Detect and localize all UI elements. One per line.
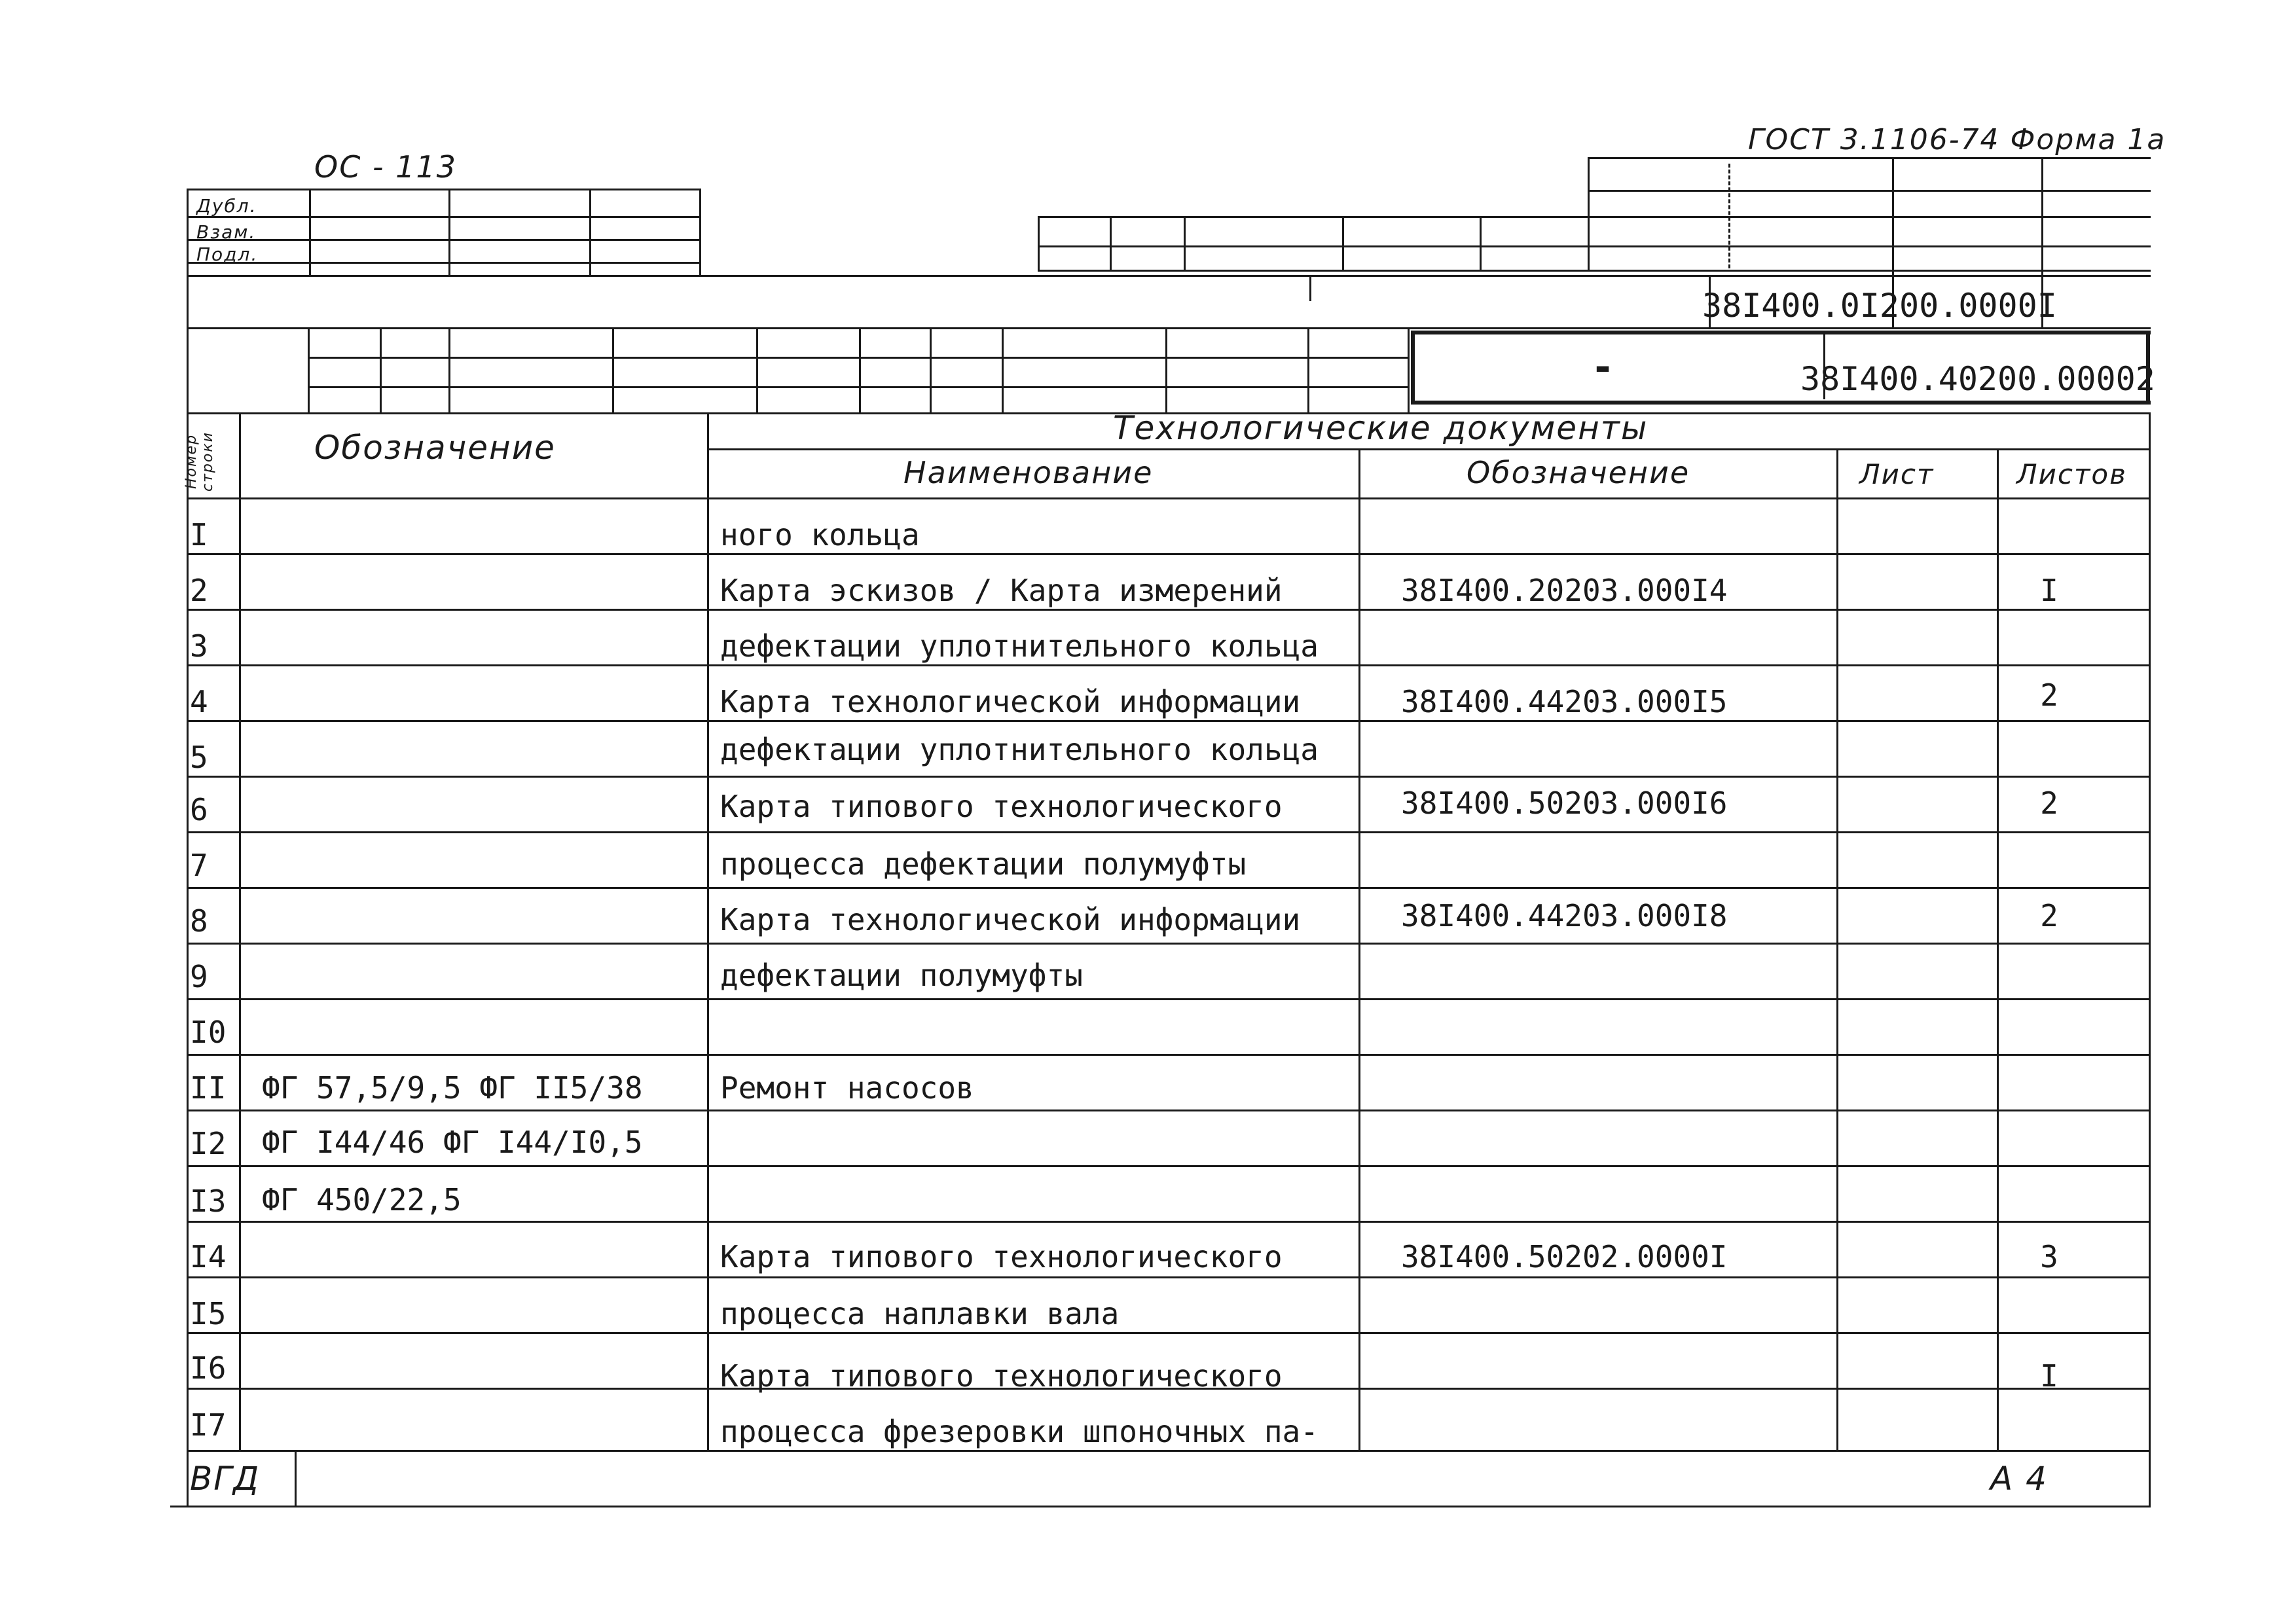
row-number: 3 xyxy=(190,628,208,664)
footer-format: А 4 xyxy=(1990,1460,2048,1498)
row-number: 8 xyxy=(190,903,208,939)
row-number: I xyxy=(190,517,208,552)
row-name: дефектации уплотнительного кольца xyxy=(720,628,1319,664)
row-name: Карта эскизов / Карта измерений xyxy=(720,573,1283,608)
row-number: I4 xyxy=(190,1239,227,1274)
form-reference: ГОСТ 3.1106-74 Форма 1а xyxy=(1748,123,2166,156)
row-name: Карта технологической информации xyxy=(720,902,1301,937)
row-doc-code: 38I400.44203.000I8 xyxy=(1401,898,1728,933)
row-doc-code: 38I400.50203.000I6 xyxy=(1401,785,1728,821)
row-number: 4 xyxy=(190,684,208,719)
document-code-primary: 38I400.0I200.0000I xyxy=(1702,287,2057,325)
code-separator-dash: - xyxy=(1591,344,1615,390)
stamp-vzam: Взам. xyxy=(196,221,257,243)
row-number: I3 xyxy=(190,1183,227,1219)
row-sheets: I xyxy=(2040,1358,2058,1394)
header-sheets: Листов xyxy=(2016,458,2127,490)
row-name: Карта технологической информации xyxy=(720,684,1301,719)
row-number: 7 xyxy=(190,848,208,883)
row-sheets: 2 xyxy=(2040,898,2058,933)
header-designation: Обозначение xyxy=(314,429,556,467)
row-name: процесса фрезеровки шпоночных па- xyxy=(720,1414,1319,1449)
row-number: I0 xyxy=(190,1015,227,1050)
row-number: II xyxy=(190,1070,227,1106)
row-designation: ФГ I44/46 ФГ I44/I0,5 xyxy=(262,1125,643,1160)
row-name: Карта типового технологического xyxy=(720,1239,1283,1274)
row-name: Ремонт насосов xyxy=(720,1070,974,1106)
stamp-podl: Подл. xyxy=(196,244,259,265)
row-number: I7 xyxy=(190,1407,227,1443)
header-doc-designation: Обозначение xyxy=(1467,455,1690,490)
header-row-number: Номер строки xyxy=(183,431,216,492)
document-code: ОС - 113 xyxy=(314,149,457,185)
row-doc-code: 38I400.44203.000I5 xyxy=(1401,684,1728,719)
row-doc-code: 38I400.20203.000I4 xyxy=(1401,573,1728,608)
row-number: 2 xyxy=(190,573,208,608)
row-sheets: 3 xyxy=(2040,1239,2058,1274)
row-number: 6 xyxy=(190,792,208,827)
row-name: дефектации уплотнительного кольца xyxy=(720,732,1319,767)
row-sheets: I xyxy=(2040,573,2058,608)
header-sheet: Лист xyxy=(1859,458,1935,490)
footer-organization: ВГД xyxy=(190,1460,261,1498)
header-technological-documents: Технологические документы xyxy=(1113,409,1649,447)
row-name: Карта типового технологического xyxy=(720,789,1283,824)
row-doc-code: 38I400.50202.0000I xyxy=(1401,1239,1728,1274)
row-designation: ФГ 450/22,5 xyxy=(262,1182,462,1218)
stamp-dubl: Дубл. xyxy=(196,195,257,217)
row-name: дефектации полумуфты xyxy=(720,958,1083,993)
row-number: I5 xyxy=(190,1296,227,1331)
header-name: Наименование xyxy=(903,455,1154,490)
row-name: ного кольца xyxy=(720,517,920,552)
row-number: 9 xyxy=(190,959,208,994)
row-name: процесса наплавки вала xyxy=(720,1296,1120,1331)
row-name: Карта типового технологического xyxy=(720,1358,1283,1394)
row-designation: ФГ 57,5/9,5 ФГ II5/38 xyxy=(262,1070,643,1106)
row-sheets: 2 xyxy=(2040,785,2058,821)
row-number: I6 xyxy=(190,1350,227,1386)
row-name: процесса дефектации полумуфты xyxy=(720,846,1247,882)
row-number: I2 xyxy=(190,1126,227,1161)
row-sheets: 2 xyxy=(2040,677,2058,713)
row-number: 5 xyxy=(190,740,208,775)
document-code-secondary: 38I400.40200.00002 xyxy=(1800,360,2155,398)
